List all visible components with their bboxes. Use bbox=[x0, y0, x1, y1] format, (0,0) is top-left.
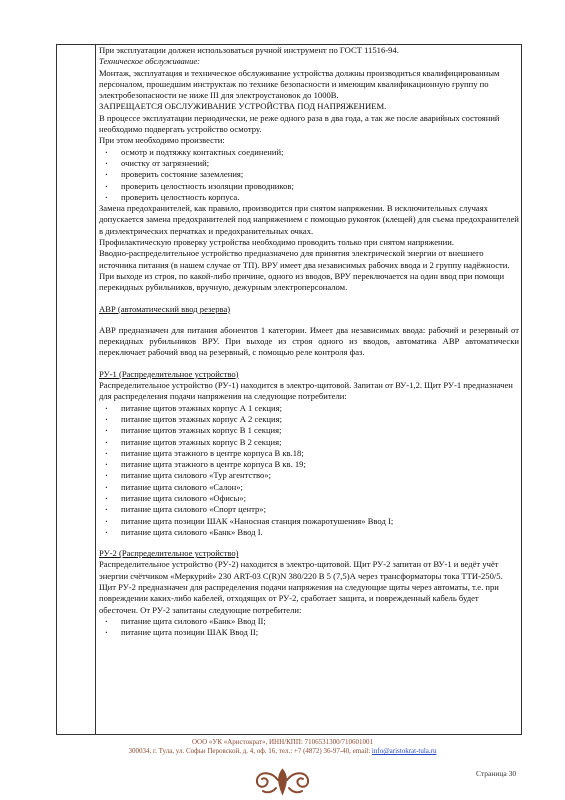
list-item: · питание щитов этажных корпус А 2 секция; bbox=[99, 414, 519, 425]
paragraph: При этом необходимо произвести: bbox=[99, 135, 225, 146]
list-item: · питание щита силового «Салон»; bbox=[99, 482, 519, 493]
paragraph: Замена предохранителей, как правило, производится при снятом напряжении. В исключительных случаях допускается замена предохранителей под напряжением с помощью рукояток (клещей) для съема предохранителей в диэлектрических перчатках и предохранительных очках. bbox=[99, 203, 519, 236]
list-item: · питание щита этажного в центре корпуса В кв. 19; bbox=[99, 459, 519, 470]
section-subheading: Техническое обслуживание: bbox=[99, 56, 201, 67]
ru2-heading: РУ-2 (Распределительное устройство) bbox=[99, 548, 239, 559]
list-item: · питание щита силового «Банк» Ввод I. bbox=[99, 527, 519, 538]
decorative-swirl-ornament-icon bbox=[250, 766, 315, 796]
paragraph: Профилактическую проверку устройства необходимо проводить только при снятом напряжении. bbox=[99, 237, 455, 248]
document-body bbox=[99, 45, 519, 733]
list-item: · питание щита позиции ШАК Ввод II; bbox=[99, 627, 519, 638]
list-item: · питание щита силового «Банк» Ввод II; bbox=[99, 616, 519, 627]
table-column-divider bbox=[95, 44, 96, 735]
list-item: · питание щитов этажных корпус В 2 секция; bbox=[99, 437, 519, 448]
paragraph: В процессе эксплуатации периодически, не реже одного раза в два года, а так же после аварийных состояний необходимо подвергать устройство осмотру. bbox=[99, 112, 500, 135]
list-item: · проверить состояние заземления; bbox=[99, 169, 519, 180]
list-item: · питание щита силового «Тур агентство»; bbox=[99, 470, 519, 481]
list-item: · проверить целостность изоляции проводников; bbox=[99, 181, 519, 192]
warning-text: ЗАПРЕЩАЕТСЯ ОБСЛУЖИВАНИЕ УСТРОЙСТВА ПОД НАПРЯЖЕНИЕМ. bbox=[99, 101, 387, 112]
list-item: · питание щита позиции ШАК «Наносная станция пожаротушения» Ввод I; bbox=[99, 516, 519, 527]
email-link[interactable]: info@aristokrat-tula.ru bbox=[371, 747, 437, 755]
list-item: · питание щита силового «Офисы»; bbox=[99, 493, 519, 504]
maintenance-list bbox=[99, 147, 519, 203]
avr-paragraph: АВР предназначен для питания абонентов 1 категории. Имеет два независимых ввода: рабочий и резервный от перекидных рубильников ВРУ. При выходе из строя одного из вводов, автоматика АВР автоматически переключает рабочий ввод на резервный, с помощью реле контроля фаз. bbox=[99, 324, 519, 358]
address-line bbox=[0, 747, 565, 756]
ru2-paragraph: Распределительное устройство (РУ-2) находится в электро-щитовой. Щит РУ-2 запитан от ВУ-1 и ведёт учёт энергии счётчиком «Меркурий» 230 ART-03 C(R)N 380/220 В 5 (7,5)А через трансформаторы тока ТТИ-250/5. Щит РУ-2 предназначен для распределения подачи напряжения на следующие щиты через автоматы, т.е. при повреждении каких-либо кабелей, отходящих от РУ-2, сработает защита, и поврежденный кабель будет обесточен. От РУ-2 запитаны следующие потребители: bbox=[99, 559, 503, 615]
list-item: · питание щита этажного в центре корпуса В кв.18; bbox=[99, 448, 519, 459]
list-item: · очистку от загрязнений; bbox=[99, 158, 519, 169]
ru1-consumer-list bbox=[99, 403, 519, 539]
list-item: · питание щитов этажных корпус В 1 секция; bbox=[99, 425, 519, 436]
paragraph: Вводно-распределительное устройство предназначено для принятия электрической энергии от внешнего источника питания (в нашем случае от ТП). ВРУ имеет два независимых рабочих ввода и 2 группу надёжности. При выходе из строя, по какой-либо причине, одного из вводов, ВРУ переключается на один ввод при помощи перекидных рубильников, вручную, дежурным электроперсоналом. bbox=[99, 248, 510, 293]
list-item: · питание щита силового «Спорт центр»; bbox=[99, 504, 519, 515]
page-number: Страница 30 bbox=[476, 769, 517, 778]
paragraph: Монтаж, эксплуатация и техническое обслуживание устройства должны производиться квалифицированным персоналом, прошедшим инструктаж по технике безопасности и имеющим квалификационную группу по электробезопасности не ниже III для электроустановок до 1000В. bbox=[99, 67, 500, 101]
address-text: 300034, г. Тула, ул. Софьи Перовской, д. 4, оф. 16, тел.: +7 (4872) 36-97-40, email: bbox=[128, 747, 372, 755]
list-item: · питание щитов этажных корпус А 1 секция; bbox=[99, 403, 519, 414]
avr-heading: АВР (автоматический ввод резерва) bbox=[99, 303, 231, 314]
paragraph: При эксплуатации должен использоваться ручной инструмент по ГОСТ 11516-94. bbox=[99, 45, 399, 55]
page-footer bbox=[0, 738, 565, 756]
ru2-consumer-list bbox=[99, 616, 519, 639]
ru1-heading: РУ-1 (Распределительное устройство) bbox=[99, 368, 239, 379]
list-item: · проверить целостность корпуса. bbox=[99, 192, 519, 203]
company-line: ООО «УК «Аристократ», ИНН/КПП: 7106531300/710601001 bbox=[191, 738, 374, 746]
ru1-paragraph: Распределительное устройство (РУ-1) находится в электро-щитовой. Запитан от ВУ-1,2. Щит РУ-1 предназначен для распределения подачи напряжения на следующие потребители: bbox=[99, 380, 513, 402]
list-item: · осмотр и подтяжку контактных соединений; bbox=[99, 147, 519, 158]
